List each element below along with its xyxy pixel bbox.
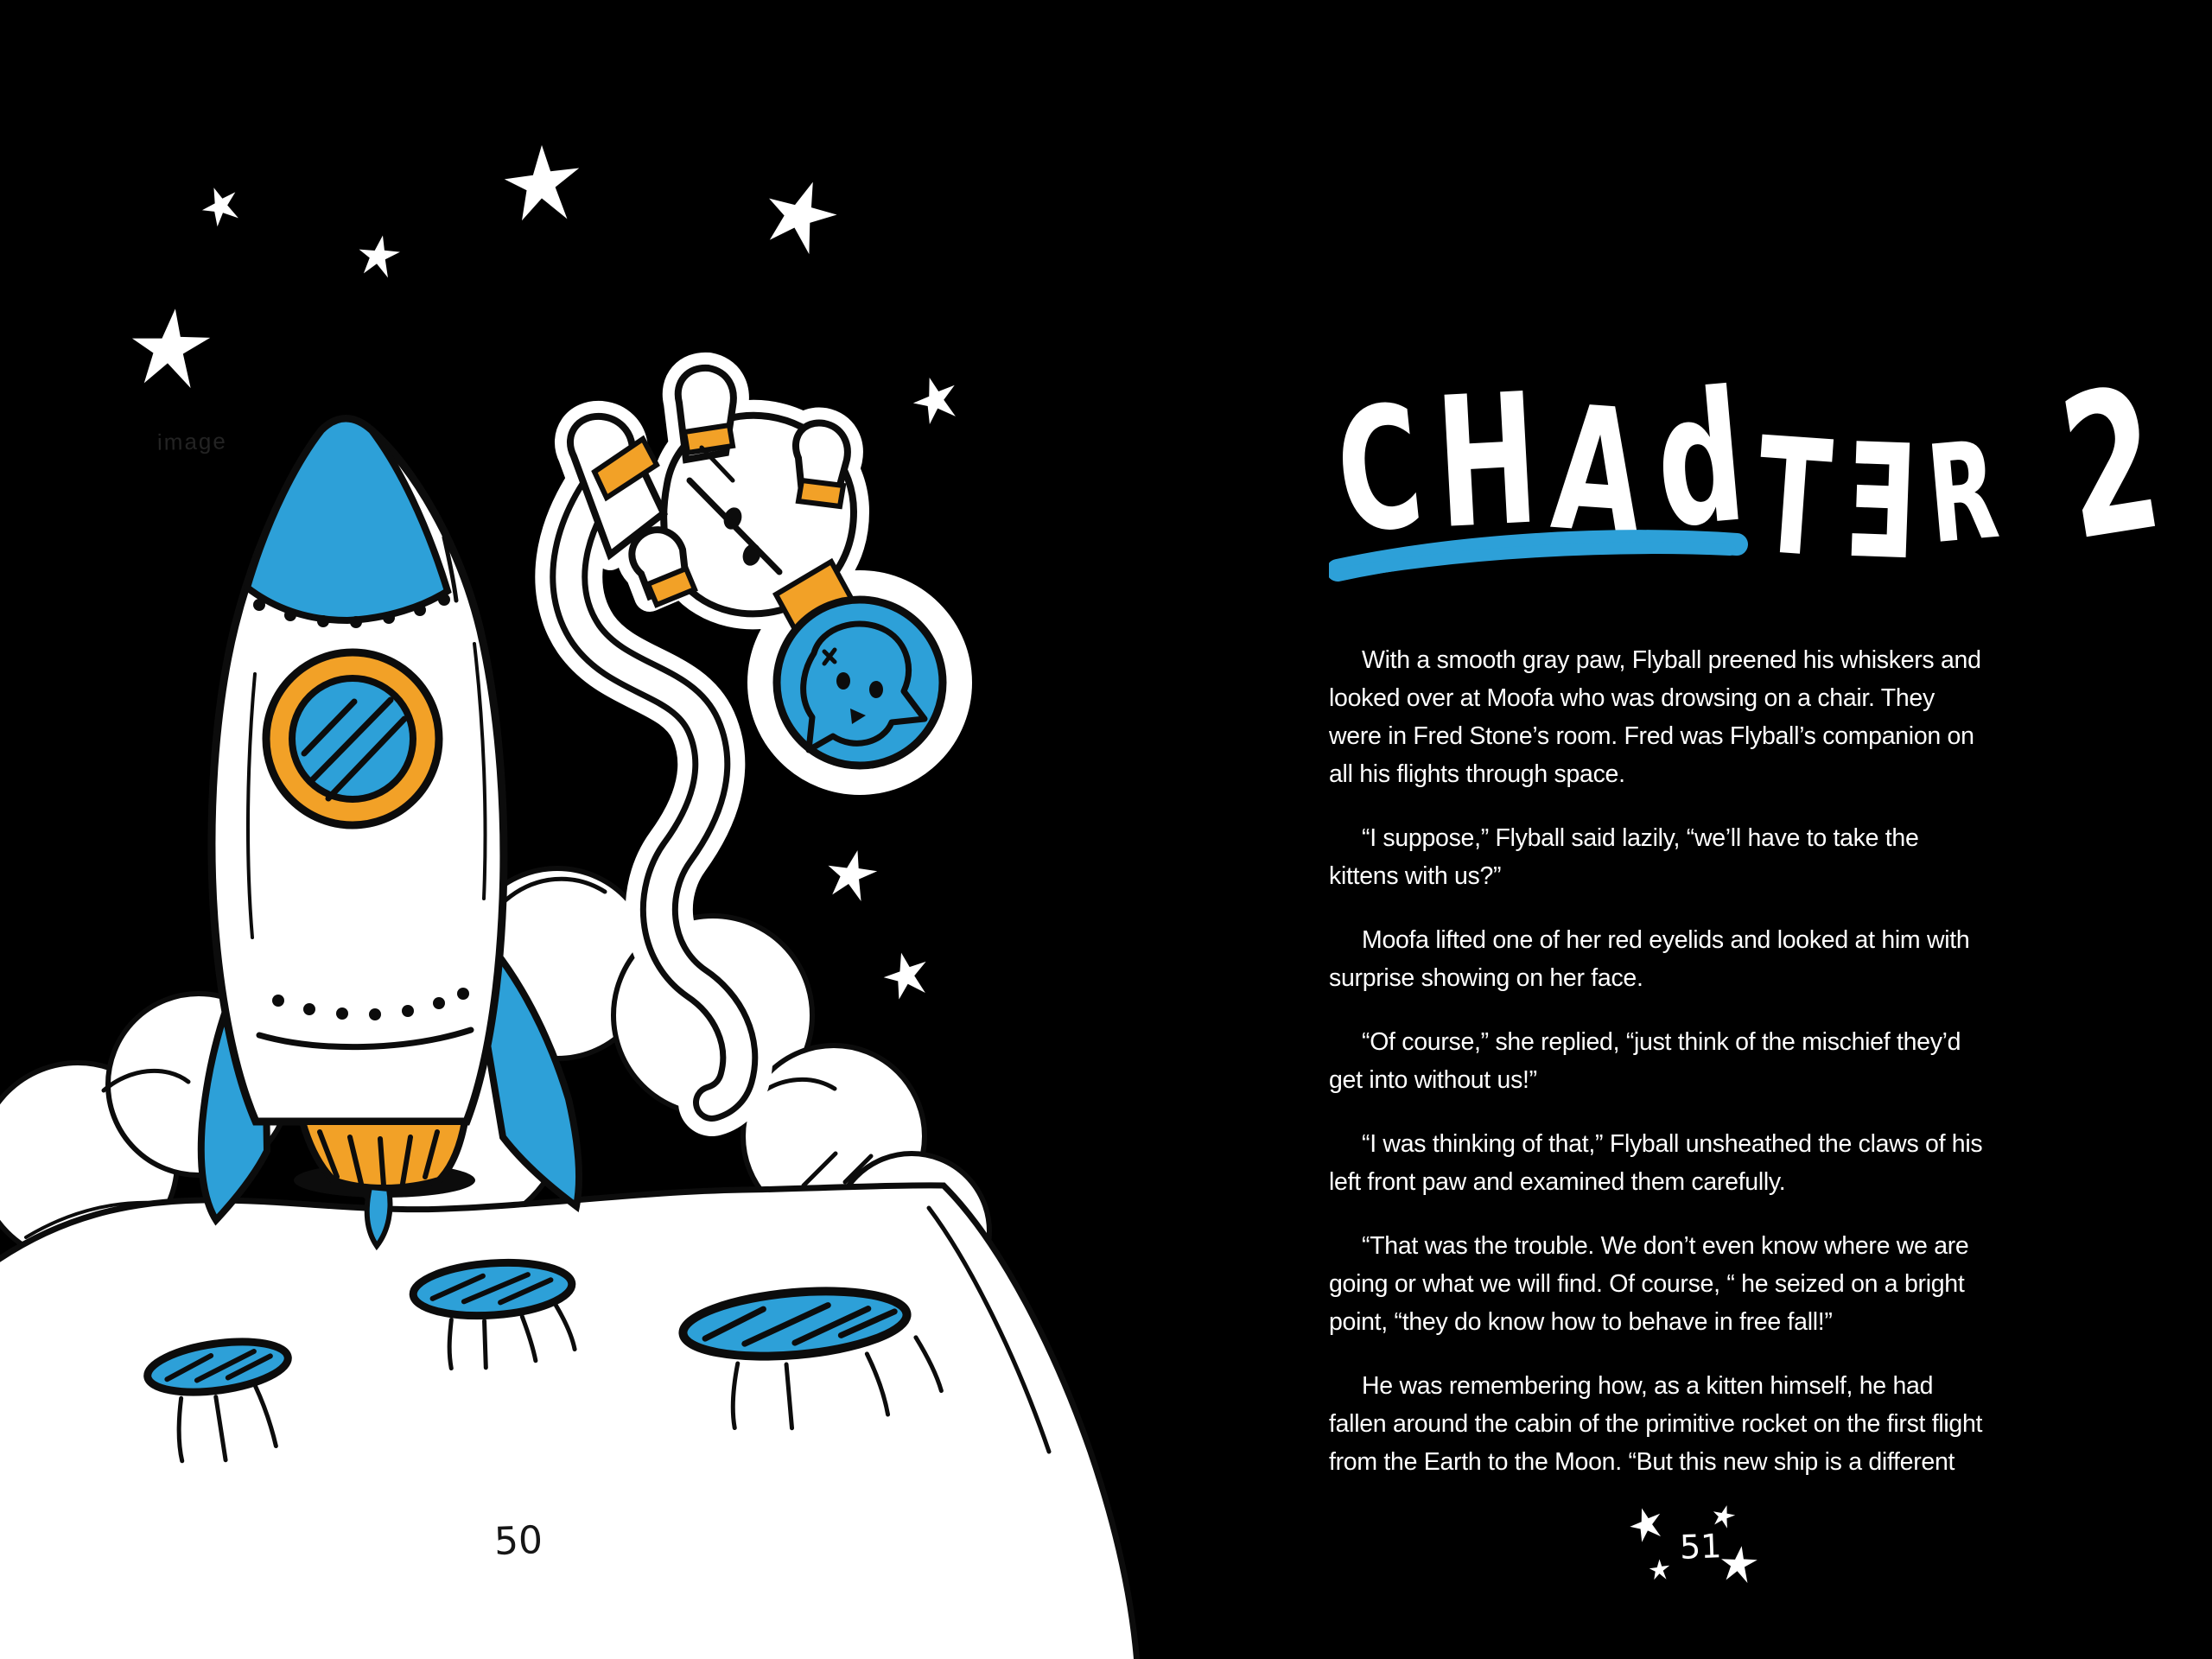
watermark-text: image: [156, 428, 228, 455]
title-letter: [2005, 423, 2056, 596]
star-icon: [126, 303, 213, 391]
paragraph: [1329, 641, 2158, 793]
page-number-left: 50: [493, 1518, 543, 1564]
text-line: left front paw and examined them carefully.: [1329, 1168, 1786, 1196]
text-line: “Of course,” she replied, “just think of the mischief they’d: [1362, 1028, 1961, 1056]
paragraph: [1329, 1023, 2158, 1099]
title-letter: 2: [2047, 344, 2174, 585]
star-icon: [1718, 1543, 1759, 1585]
star-icon: [1649, 1560, 1670, 1580]
moon-surface: [0, 1154, 1137, 1659]
text-line: looked over at Moofa who was drowsing on a chair. They: [1329, 684, 1935, 712]
title-letter: R: [1921, 410, 2005, 575]
text-line: were in Fred Stone’s room. Fred was Flyball’s companion on: [1329, 722, 1974, 750]
text-line: fallen around the cabin of the primitive rocket on the first flight: [1329, 1410, 1983, 1438]
title-underline: [1329, 525, 1770, 603]
text-line: all his flights through space.: [1329, 760, 1625, 788]
text-line: With a smooth gray paw, Flyball preened his whiskers and: [1362, 646, 1981, 674]
text-line: He was remembering how, as a kitten himself, he had: [1362, 1372, 1934, 1400]
text-line: point, “they do know how to behave in free fall!”: [1329, 1308, 1833, 1336]
title-letter: Ǝ: [1840, 409, 1918, 595]
cuff: [684, 425, 733, 453]
text-line: going or what we will find. Of course, “ he seized on a bright: [1329, 1270, 1965, 1298]
text-line: get into without us!”: [1329, 1066, 1537, 1094]
star-icon: [196, 181, 245, 230]
story-text: [1329, 641, 2158, 1507]
text-line: “I suppose,” Flyball said lazily, “we’ll have to take the: [1362, 824, 1919, 852]
text-line: kittens with us?”: [1329, 862, 1502, 890]
paragraph: [1329, 819, 2158, 895]
paragraph: [1329, 1125, 2158, 1201]
star-icon: [821, 844, 880, 905]
page-number-right: 51: [1679, 1527, 1723, 1567]
text-line: surprise showing on her face.: [1329, 964, 1643, 992]
text-line: Moofa lifted one of her red eyelids and looked at him with: [1362, 926, 1970, 954]
star-icon: [354, 232, 403, 280]
paragraph: [1329, 921, 2158, 997]
text-line: “I was thinking of that,” Flyball unsheathed the claws of his: [1362, 1130, 1983, 1158]
text-line: “That was the trouble. We don’t even know where we are: [1362, 1232, 1969, 1260]
title-letter: C: [1327, 368, 1431, 572]
paragraph: [1329, 1367, 2158, 1481]
title-letter: A: [1546, 369, 1649, 575]
star-icon: [880, 948, 932, 1001]
rocket: [201, 419, 579, 1247]
star-icon: [754, 169, 844, 260]
star-icon: [1626, 1504, 1666, 1544]
title-letter: d: [1648, 352, 1752, 569]
star-icon: [505, 145, 579, 220]
paragraph: [1329, 1227, 2158, 1341]
title-letter: H: [1431, 354, 1543, 570]
text-line: from the Earth to the Moon. “But this new ship is a different: [1329, 1448, 1955, 1476]
star-icon: [1710, 1502, 1738, 1529]
cuff: [798, 480, 843, 506]
title-letter: T: [1751, 404, 1837, 594]
rocket-nose-cone: [247, 419, 448, 621]
star-icon: [908, 372, 963, 427]
